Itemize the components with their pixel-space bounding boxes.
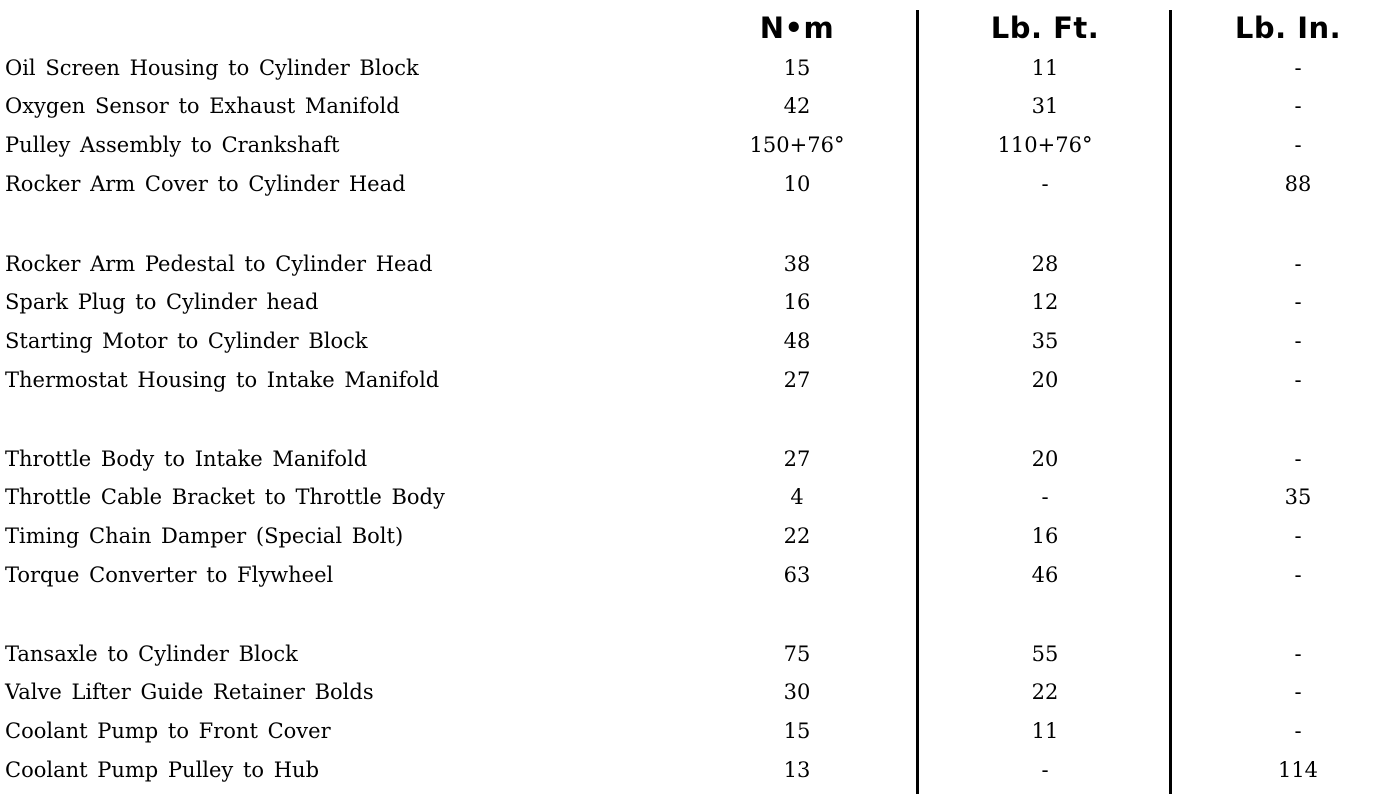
row-value-lb-ft: 28	[1031, 252, 1059, 276]
table-row	[0, 326, 1376, 356]
row-value-lb-ft: -	[1041, 485, 1049, 509]
row-description: Rocker Arm Pedestal to Cylinder Head	[5, 252, 433, 276]
row-description: Oil Screen Housing to Cylinder Block	[5, 56, 419, 80]
row-value-lb-ft: 20	[1031, 368, 1059, 392]
row-description: Starting Motor to Cylinder Block	[5, 329, 368, 353]
table-row	[0, 560, 1376, 590]
row-value-nm: 42	[783, 94, 811, 118]
row-value-lb-in: -	[1294, 642, 1302, 666]
table-row	[0, 365, 1376, 395]
row-value-nm: 15	[783, 56, 811, 80]
table-row	[0, 755, 1376, 785]
table-row	[0, 521, 1376, 551]
row-value-nm: 27	[783, 368, 811, 392]
row-value-nm: 4	[790, 485, 804, 509]
row-description: Throttle Body to Intake Manifold	[5, 447, 368, 471]
row-value-lb-in: -	[1294, 56, 1302, 80]
row-value-nm: 22	[783, 524, 811, 548]
row-value-nm: 15	[783, 719, 811, 743]
table-row	[0, 716, 1376, 746]
row-value-nm: 48	[783, 329, 811, 353]
row-value-lb-ft: 11	[1031, 56, 1059, 80]
row-value-nm: 13	[783, 758, 811, 782]
row-description: Tansaxle to Cylinder Block	[5, 642, 298, 666]
row-description: Thermostat Housing to Intake Manifold	[5, 368, 440, 392]
row-value-lb-in: 114	[1277, 758, 1319, 782]
row-value-lb-in: -	[1294, 719, 1302, 743]
row-value-lb-in: -	[1294, 133, 1302, 157]
row-value-lb-ft: 16	[1031, 524, 1059, 548]
row-value-lb-in: -	[1294, 329, 1302, 353]
row-value-nm: 63	[783, 563, 811, 587]
table-row	[0, 287, 1376, 317]
row-description: Coolant Pump Pulley to Hub	[5, 758, 320, 782]
row-value-lb-in: -	[1294, 368, 1302, 392]
table-row	[0, 91, 1376, 121]
row-value-nm: 75	[783, 642, 811, 666]
row-value-nm: 27	[783, 447, 811, 471]
row-value-lb-in: -	[1294, 563, 1302, 587]
row-value-lb-ft: 35	[1031, 329, 1059, 353]
row-description: Timing Chain Damper (Special Bolt)	[5, 524, 404, 548]
table-row	[0, 130, 1376, 160]
row-description: Valve Lifter Guide Retainer Bolds	[5, 680, 374, 704]
row-value-lb-in: -	[1294, 680, 1302, 704]
row-value-lb-ft: -	[1041, 758, 1049, 782]
row-value-lb-in: -	[1294, 94, 1302, 118]
row-description: Pulley Assembly to Crankshaft	[5, 133, 340, 157]
row-value-lb-ft: 110+76°	[997, 133, 1093, 157]
table-row	[0, 444, 1376, 474]
row-value-nm: 16	[783, 290, 811, 314]
row-value-lb-ft: 31	[1031, 94, 1059, 118]
row-value-lb-ft: 12	[1031, 290, 1059, 314]
row-value-lb-ft: 22	[1031, 680, 1059, 704]
row-value-nm: 10	[783, 172, 811, 196]
row-description: Rocker Arm Cover to Cylinder Head	[5, 172, 406, 196]
table-row	[0, 677, 1376, 707]
row-value-nm: 30	[783, 680, 811, 704]
row-value-lb-ft: 20	[1031, 447, 1059, 471]
row-value-lb-ft: 11	[1031, 719, 1059, 743]
row-value-lb-in: 88	[1284, 172, 1312, 196]
row-value-lb-in: -	[1294, 447, 1302, 471]
row-value-lb-in: 35	[1284, 485, 1312, 509]
table-row	[0, 482, 1376, 512]
row-value-lb-ft: 55	[1031, 642, 1059, 666]
row-value-lb-ft: 46	[1031, 563, 1059, 587]
row-value-lb-in: -	[1294, 524, 1302, 548]
table-row	[0, 169, 1376, 199]
row-description: Spark Plug to Cylinder head	[5, 290, 319, 314]
row-value-lb-ft: -	[1041, 172, 1049, 196]
row-description: Torque Converter to Flywheel	[5, 563, 334, 587]
row-value-nm: 150+76°	[749, 133, 845, 157]
column-header-lb-ft: Lb. Ft.	[990, 11, 1100, 45]
column-header-nm: N•m	[759, 11, 835, 45]
row-description: Throttle Cable Bracket to Throttle Body	[5, 485, 445, 509]
column-header-lb-in: Lb. In.	[1234, 11, 1342, 45]
row-description: Oxygen Sensor to Exhaust Manifold	[5, 94, 400, 118]
row-value-nm: 38	[783, 252, 811, 276]
table-row	[0, 53, 1376, 83]
row-value-lb-in: -	[1294, 290, 1302, 314]
table-row	[0, 639, 1376, 669]
row-value-lb-in: -	[1294, 252, 1302, 276]
table-row	[0, 249, 1376, 279]
row-description: Coolant Pump to Front Cover	[5, 719, 331, 743]
